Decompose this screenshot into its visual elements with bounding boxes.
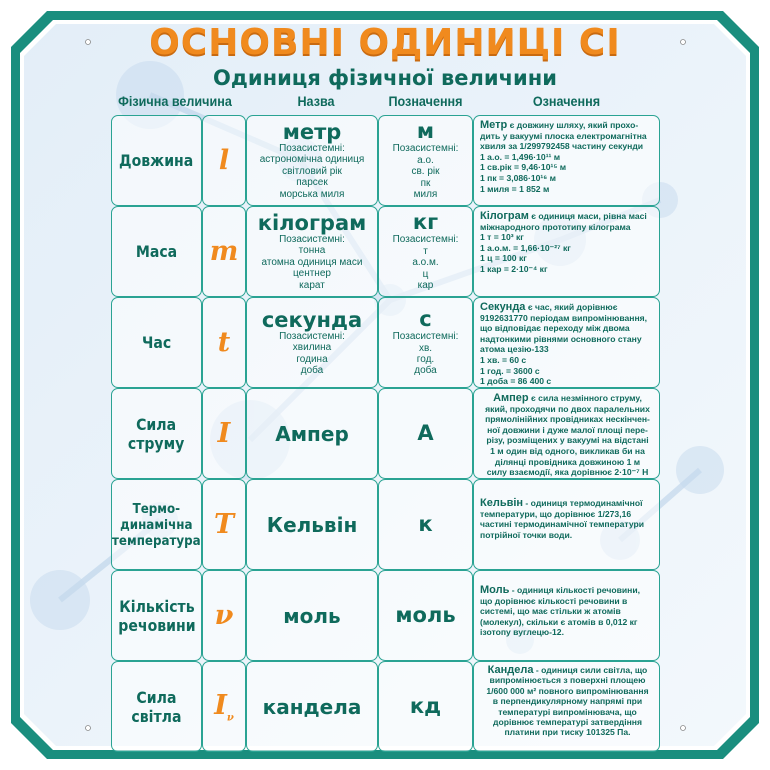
definition-text: - одиниця термодинамічної температури, що дорівнює 1/273,16 частині термодинамічної температури потрійної точки води. <box>480 498 645 540</box>
table-row <box>111 206 660 297</box>
definition-text: є одиниця маси, рівна масі міжнародного прототипу кілограма 1 т = 10³ кг 1 а.о.м. = 1,66·10⁻²⁷ кг 1 ц = 100 кг 1 кар = 2·10⁻⁴ кг <box>480 211 647 274</box>
quantity-symbol: m <box>209 236 239 267</box>
alt-units: хвилина година доба <box>292 342 332 376</box>
alt-abbr: а.о. св. рік пк миля <box>411 154 440 201</box>
definition-text: є сила незмінного струму, який, проходячи по двох паралельних прямолінійних провідниках нескінчен- ної довжини і дуже малої площі пере- різу, розміщених у вакуумі на відстані 1 м один від одного, викликав би на ділянці провідника довжиною 1 м силу взаємодії, яка дорівнює 2·10⁻⁷ Н <box>485 393 650 478</box>
symbol-cell <box>202 479 246 570</box>
unit-cell <box>246 115 378 206</box>
header-definition: Означення <box>532 93 601 109</box>
quantity-name: Сила струму <box>128 414 185 453</box>
alt-abbr-label: Позасистемні: <box>392 331 459 343</box>
symbol-cell <box>202 388 246 479</box>
table-row <box>111 388 660 479</box>
abbr-cell <box>378 661 473 752</box>
quantity-cell <box>111 570 202 661</box>
unit-cell <box>246 388 378 479</box>
header-symbol: Позначення <box>388 93 463 109</box>
quantity-name: Кількість речовини <box>117 596 196 635</box>
unit-abbr: моль <box>395 603 456 627</box>
alt-units-label: Позасистемні: <box>279 233 345 245</box>
quantity-cell <box>111 479 202 570</box>
quantity-symbol: I <box>217 418 231 449</box>
quantity-name: Термо- динамічна температура <box>112 500 201 549</box>
unit-cell <box>246 570 378 661</box>
quantity-name: Маса <box>135 242 178 261</box>
unit-abbr: кд <box>409 694 442 718</box>
table-row <box>111 661 660 752</box>
definition-term: Кілограм <box>480 210 529 222</box>
definition-term: Моль <box>480 584 510 596</box>
symbol-cell <box>202 206 246 297</box>
unit-name: кандела <box>262 694 362 719</box>
definition-text: - одиниця кількості речовини, що дорівнює кількості речовини в системі, що має стільки ж атомів (молекул), скільки є атомів в 0,012 кг ізотопу вуглецю-12. <box>480 585 641 638</box>
unit-abbr: кг <box>412 210 439 235</box>
abbr-cell <box>378 479 473 570</box>
definition-text: - одиниця сили світла, що випромінюється з поверхні площею 1/600 000 м² повного випромінювання в перпендикулярному напрямі при температурі випромінювача, що дорівнює температурі затвердіння платини при тиску 101325 Па. <box>486 665 649 738</box>
abbr-cell <box>378 115 473 206</box>
quantity-name: Довжина <box>119 151 194 170</box>
unit-cell <box>246 297 378 388</box>
unit-abbr: к <box>418 512 433 536</box>
header-quantity: Фізична величина <box>118 93 232 109</box>
definition-term: Кандела <box>487 664 534 676</box>
definition-term: Метр <box>480 119 508 131</box>
symbol-cell <box>202 297 246 388</box>
alt-units: астрономічна одиниця світловий рік парсек морська миля <box>259 154 365 200</box>
unit-name: Кельвін <box>266 512 358 537</box>
alt-units-label: Позасистемні: <box>279 330 345 342</box>
definition-text: є довжину шляху, який прохо- дить у вакуумі плоска електромагнітна хвиля за 1/299792458 частину секунди 1 а.о. = 1,496·10¹¹ м 1 св.рік = 9,46·10¹⁵ м 1 пк = 3,086·10¹⁶ м 1 миля = 1 852 м <box>480 120 647 194</box>
symbol-cell <box>202 115 246 206</box>
quantity-symbol: t <box>217 327 231 358</box>
quantity-symbol: ν <box>214 600 234 631</box>
unit-name: метр <box>282 119 342 144</box>
quantity-name: Сила світла <box>131 687 182 726</box>
quantity-cell <box>111 206 202 297</box>
quantity-symbol-subscript: ν <box>226 712 234 724</box>
definition-cell <box>473 570 660 661</box>
definition-text: є час, який дорівнює 9192631770 періодам випромінювання, що відповідає переходу між двома надтонкими рівнями основного стану атома цезію-133 1 хв. = 60 с 1 год. = 3600 с 1 доба = 86 400 с <box>480 302 648 387</box>
alt-units: тонна атомна одиниця маси центнер карат <box>261 245 363 291</box>
unit-name: Ампер <box>275 421 349 446</box>
definition-term: Кельвін <box>480 497 524 509</box>
quantity-cell <box>111 297 202 388</box>
page-subtitle: Одиниця фізичної величини <box>213 66 557 90</box>
definition-cell <box>473 115 660 206</box>
unit-abbr: м <box>416 119 435 144</box>
unit-name: секунда <box>261 307 363 332</box>
quantity-name: Час <box>141 333 172 352</box>
definition-cell <box>473 297 660 388</box>
alt-units-label: Позасистемні: <box>279 142 345 154</box>
definition-term: Секунда <box>480 301 526 313</box>
unit-cell <box>246 206 378 297</box>
unit-cell <box>246 479 378 570</box>
symbol-cell <box>202 661 246 752</box>
alt-abbr: т а.о.м. ц кар <box>412 245 439 292</box>
alt-abbr: хв. год. доба <box>414 342 437 377</box>
quantity-cell <box>111 661 202 752</box>
abbr-cell <box>378 570 473 661</box>
quantity-symbol: l <box>218 145 230 176</box>
abbr-cell <box>378 388 473 479</box>
definition-cell <box>473 388 660 479</box>
header-name: Назва <box>297 93 335 109</box>
abbr-cell <box>378 297 473 388</box>
unit-name: моль <box>283 603 341 628</box>
table-row <box>111 115 660 206</box>
table-row <box>111 570 660 661</box>
unit-name: кілограм <box>257 210 367 235</box>
definition-term: Ампер <box>493 392 529 404</box>
symbol-cell <box>202 570 246 661</box>
unit-cell <box>246 661 378 752</box>
quantity-cell <box>111 115 202 206</box>
definition-cell <box>473 661 660 752</box>
definition-cell <box>473 479 660 570</box>
alt-abbr-label: Позасистемні: <box>392 234 459 246</box>
table-row <box>111 479 660 570</box>
page-title: ОСНОВНІ ОДИНИЦІ СІ <box>149 22 621 63</box>
definition-cell <box>473 206 660 297</box>
alt-abbr-label: Позасистемні: <box>392 143 459 155</box>
quantity-symbol: $I_\nu$ <box>214 689 234 724</box>
unit-abbr: А <box>417 421 434 445</box>
quantity-cell <box>111 388 202 479</box>
unit-abbr: с <box>419 307 432 332</box>
table-row <box>111 297 660 388</box>
abbr-cell <box>378 206 473 297</box>
quantity-symbol: T <box>213 509 235 540</box>
